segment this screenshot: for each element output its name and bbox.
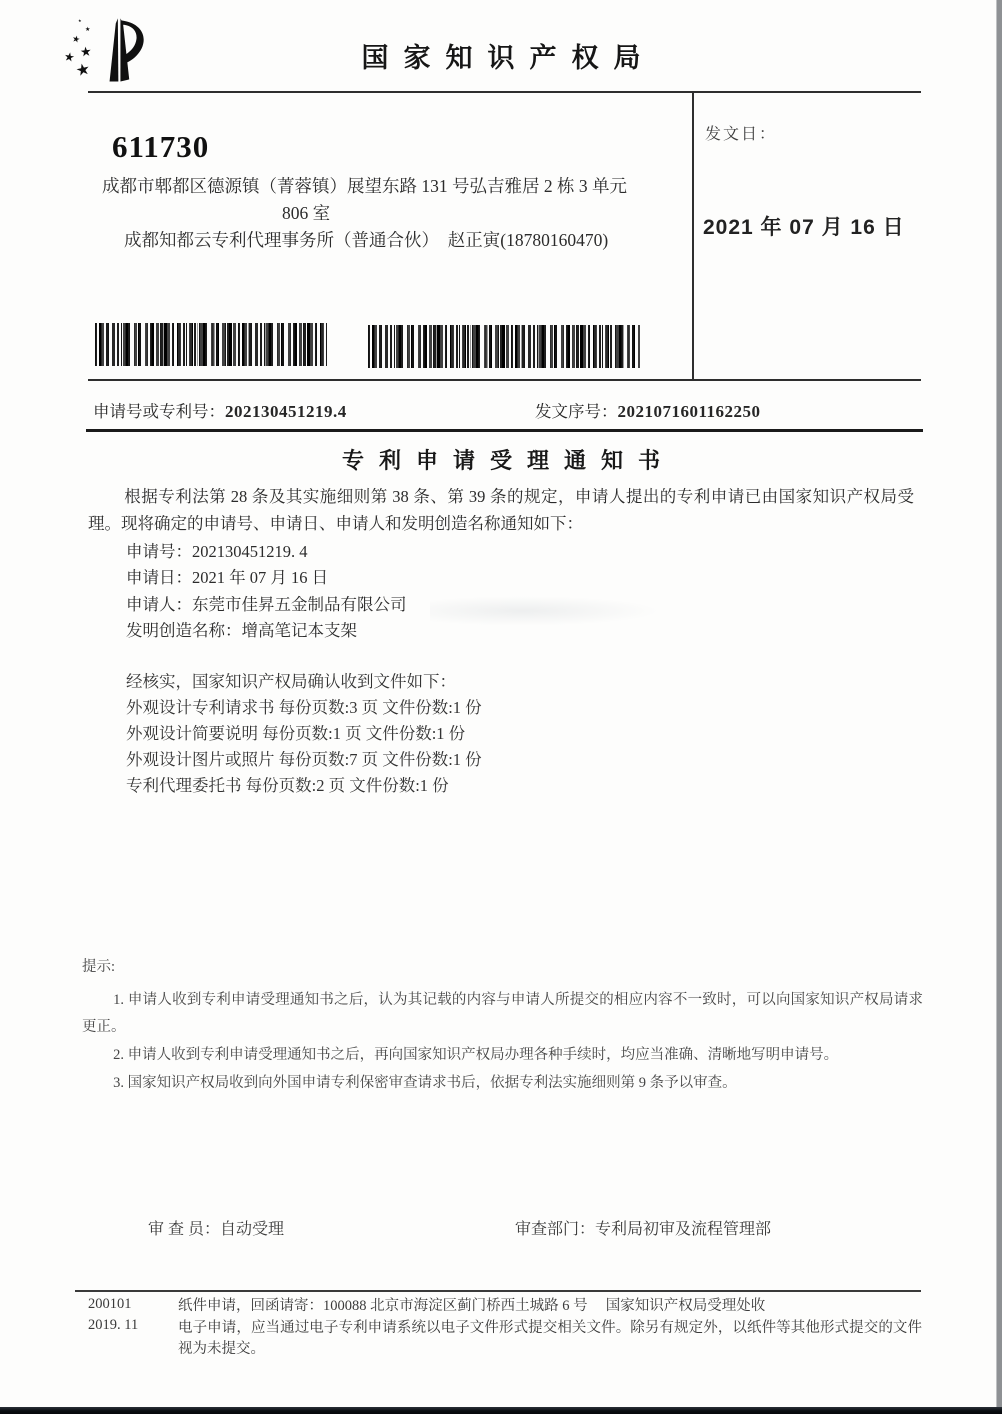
examiner-label: 审 查 员： [148,1221,221,1238]
received-intro: 经核实，国家知识产权局确认收到文件如下： [126,672,456,691]
mid-rule [88,379,921,381]
scan-smudge [430,596,660,626]
notice-title: 专利申请受理通知书 [341,448,675,473]
footer-notes [178,1296,922,1361]
footer-rule [75,1290,921,1292]
application-number-value: 202130451219.4 [225,402,347,421]
barcode-right [368,325,640,368]
received-item: 外观设计简要说明 每份页数:1 页 文件份数:1 份 [126,724,466,743]
tips-section [82,954,923,1097]
dispatch-serial-label: 发文序号： [535,402,618,421]
examiner-value: 自动受理 [220,1221,285,1238]
star-icon: ★ [79,43,93,60]
department-label: 审查部门： [515,1221,596,1238]
tips-label: 提示: [82,959,116,975]
footer-note-paper: 纸件申请，回函请寄：100088 北京市海淀区蓟门桥西土城路 6 号 国家知识产权局受理处收 [178,1298,766,1314]
application-fields [126,539,407,644]
field-application-date: 申请日：2021 年 07 月 16 日 [126,568,329,588]
field-application-number: 申请号：202130451219. 4 [126,542,308,561]
department-row [515,1216,771,1239]
recipient-postal-code: 611730 [112,129,210,164]
star-icon: ★ [71,33,82,45]
received-item: 外观设计图片或照片 每份页数:7 页 文件份数:1 份 [126,750,482,769]
recipient-address-line1: 成都市郫都区德源镇（菁蓉镇）展望东路 131 号弘吉雅居 2 栋 3 单元 [102,176,627,196]
agency-title: 国家知识产权局 [361,43,656,73]
scan-bottom-strip [0,1407,1002,1414]
recipient-address-line2: 806 室 [282,203,331,223]
dispatch-serial-value: 2021071601162250 [617,402,761,421]
footer-note-electronic: 电子申请，应当通过电子专利申请系统以电子文件形式提交相关文件。除另有规定外，以纸件等其他形式提交的文件视为未提交。 [178,1319,922,1357]
received-item: 外观设计专利请求书 每份页数:3 页 文件份数:1 份 [126,698,482,717]
tip-item-1: 1. 申请人收到专利申请受理通知书之后，认为其记载的内容与申请人所提交的相应内容不一致时，可以向国家知识产权局请求更正。 [82,992,923,1035]
box-divider-line [692,91,694,381]
received-documents [126,669,482,799]
dispatch-serial-row [535,398,761,422]
tip-item-3: 3. 国家知识产权局收到向外国申请专利保密审查请求书后，依据专利法实施细则第 9 条予以审查。 [113,1075,737,1091]
star-icon: ★ [74,60,92,81]
application-number-row [93,398,347,422]
header-rule [88,91,921,93]
scan-edge-strip [996,0,1002,1414]
recipient-agency-line: 成都知都云专利代理事务所（普通合伙） 赵正寅(18780160470) [124,230,609,250]
barcode-left [95,323,327,366]
dispatch-date-label: 发文日： [705,126,778,143]
examiner-row [148,1216,284,1239]
tip-item-2: 2. 申请人收到专利申请受理通知书之后，再向国家知识产权局办理各种手续时，均应当准确、清晰地写明申请号。 [113,1047,839,1063]
field-applicant: 申请人：东莞市佳昇五金制品有限公司 [126,594,407,614]
field-invention-title: 发明创造名称：增高笔记本支架 [126,620,357,640]
dispatch-date-value: 2021 年 07 月 16 日 [703,216,905,239]
star-icon: ★ [85,27,91,33]
department-value: 专利局初审及流程管理部 [595,1221,772,1238]
form-code: 200101 [88,1296,132,1312]
notice-intro-paragraph: 根据专利法第 28 条及其实施细则第 38 条、第 39 条的规定，申请人提出的专利申请已由国家知识产权局受理。现将确定的申请号、申请日、申请人和发明创造名称通知如下： [88,487,914,533]
application-number-label: 申请号或专利号： [93,402,225,421]
star-icon: ★ [62,49,76,65]
thick-rule [86,429,923,432]
star-icon: ★ [78,18,82,23]
received-item: 专利代理委托书 每份页数:2 页 文件份数:1 份 [126,776,449,795]
form-revision: 2019. 11 [88,1317,139,1333]
